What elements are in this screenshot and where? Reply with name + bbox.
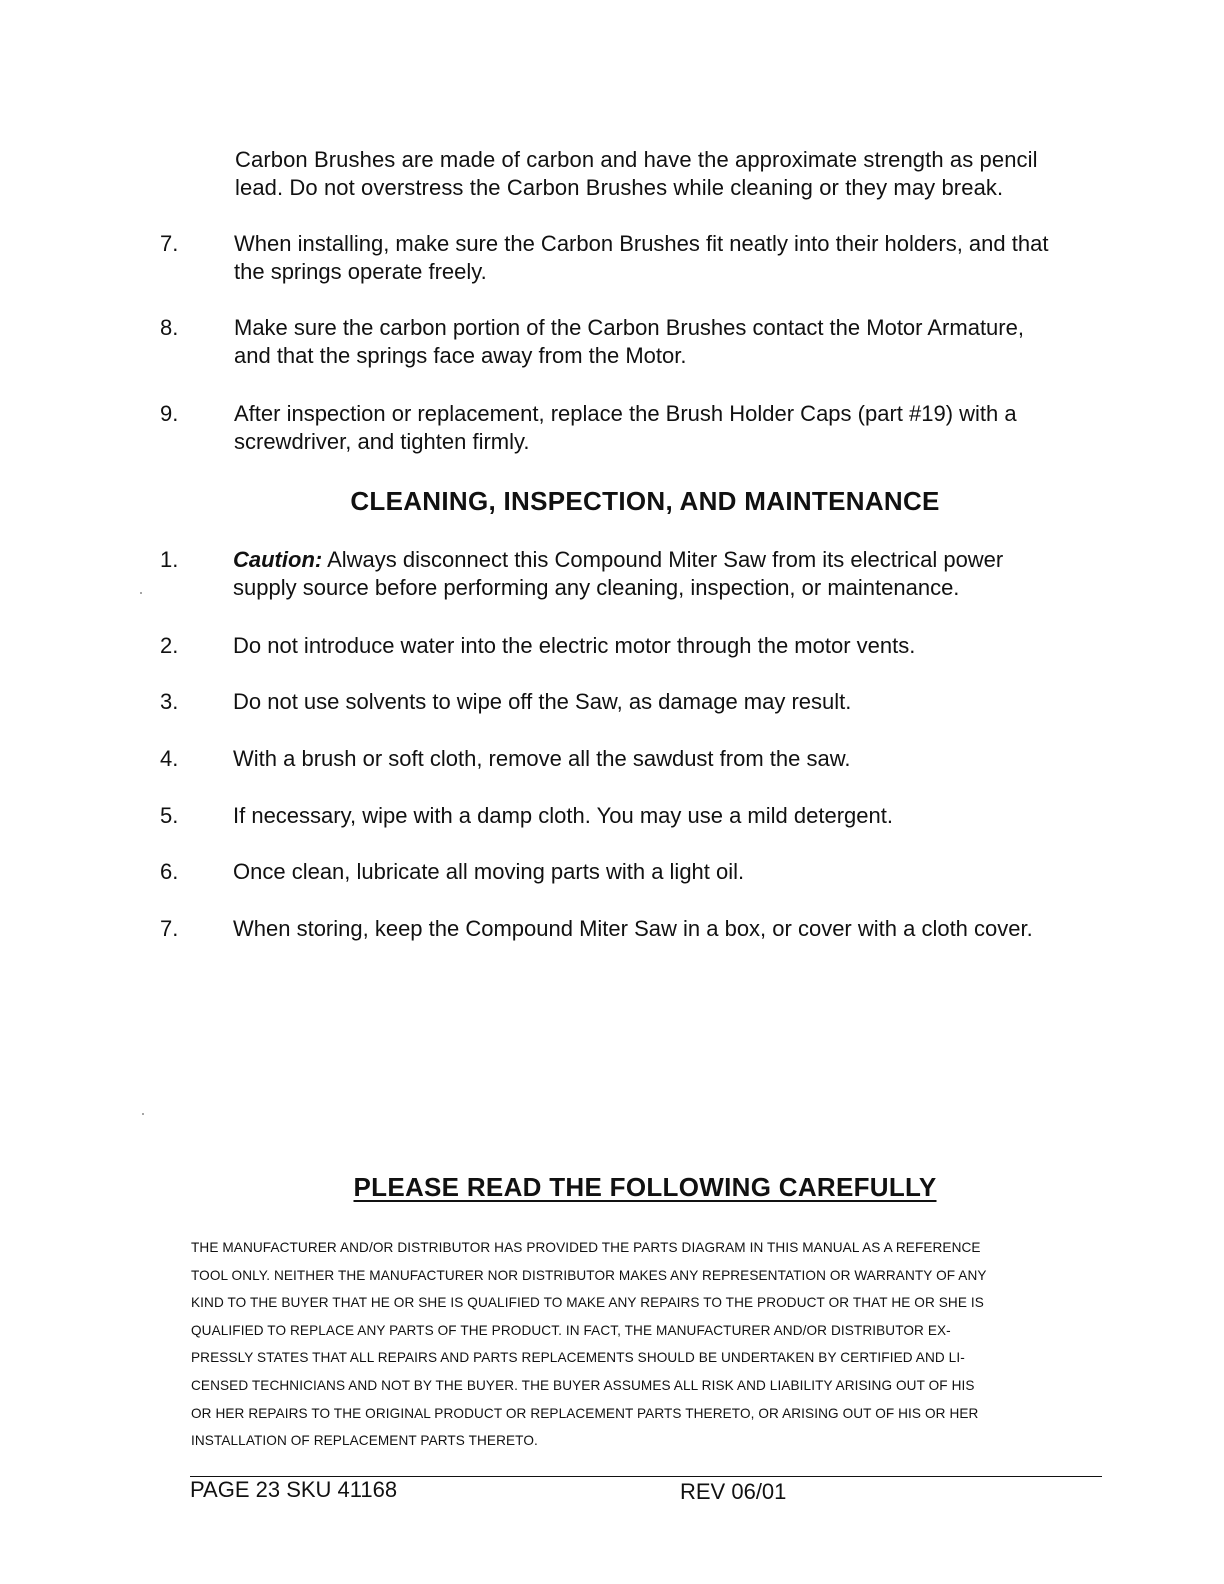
item-number: 7. <box>160 916 179 941</box>
item-number: 5. <box>160 803 179 828</box>
item-text-line: the springs operate freely. <box>234 259 487 284</box>
item-text-line: After inspection or replacement, replace the Brush Holder Caps (part #19) with a <box>234 401 1017 426</box>
item-number: 2. <box>160 633 179 658</box>
item-text: Do not introduce water into the electric motor through the motor vents. <box>233 633 916 658</box>
item-text-line: screwdriver, and tighten firmly. <box>234 429 530 454</box>
item-text-line: Make sure the carbon portion of the Carbon Brushes contact the Motor Armature, <box>234 315 1024 340</box>
disclaimer-line: INSTALLATION OF REPLACEMENT PARTS THERETO. <box>191 1433 538 1449</box>
item-text-line: and that the springs face away from the Motor. <box>234 343 687 368</box>
intro-paragraph <box>235 146 1125 202</box>
disclaimer-line: THE MANUFACTURER AND/OR DISTRIBUTOR HAS PROVIDED THE PARTS DIAGRAM IN THIS MANUAL AS A REFERENCE <box>191 1240 981 1255</box>
scan-speck <box>142 1113 144 1115</box>
notice-heading: PLEASE READ THE FOLLOWING CAREFULLY <box>353 1172 937 1202</box>
item-number: 6. <box>160 859 179 884</box>
item-number: 4. <box>160 746 179 771</box>
scan-speck <box>140 592 142 594</box>
disclaimer-line: PRESSLY STATES THAT ALL REPAIRS AND PARTS REPLACEMENTS SHOULD BE UNDERTAKEN BY CERTIFIED AND LI- <box>191 1350 965 1366</box>
disclaimer-line: QUALIFIED TO REPLACE ANY PARTS OF THE PRODUCT. IN FACT, THE MANUFACTURER AND/OR DISTRIBUTOR EX- <box>191 1322 951 1338</box>
section-heading: CLEANING, INSPECTION, AND MAINTENANCE <box>350 486 940 516</box>
intro-line-2: lead. Do not overstress the Carbon Brushes while cleaning or they may break. <box>235 175 1004 200</box>
item-text: Do not use solvents to wipe off the Saw, as damage may result. <box>233 689 852 714</box>
item-text: If necessary, wipe with a damp cloth. You may use a mild detergent. <box>233 803 893 828</box>
item-number: 9. <box>160 401 179 426</box>
disclaimer-line: KIND TO THE BUYER THAT HE OR SHE IS QUALIFIED TO MAKE ANY REPAIRS TO THE PRODUCT OR THAT HE OR SHE IS <box>191 1295 984 1311</box>
disclaimer-line: OR HER REPAIRS TO THE ORIGINAL PRODUCT OR REPLACEMENT PARTS THERETO, OR ARISING OUT OF HIS OR HER <box>191 1405 979 1421</box>
disclaimer-text <box>191 1234 1103 1455</box>
item-text: Once clean, lubricate all moving parts with a light oil. <box>233 859 745 884</box>
disclaimer-line: TOOL ONLY. NEITHER THE MANUFACTURER NOR DISTRIBUTOR MAKES ANY REPRESENTATION OR WARRANTY OF ANY <box>191 1267 987 1283</box>
item-number: 1. <box>160 547 179 572</box>
footer-page-sku: PAGE 23 SKU 41168 <box>190 1477 398 1502</box>
disclaimer-line: CENSED TECHNICIANS AND NOT BY THE BUYER. THE BUYER ASSUMES ALL RISK AND LIABILITY ARISING OUT OF HIS <box>191 1377 975 1393</box>
item-number: 3. <box>160 689 179 714</box>
item-number: 7. <box>160 231 179 256</box>
item-text-line: Always disconnect this Compound Miter Saw from its electrical power <box>322 547 1004 572</box>
item-text: With a brush or soft cloth, remove all the sawdust from the saw. <box>233 746 851 771</box>
item-text-line: supply source before performing any cleaning, inspection, or maintenance. <box>233 575 960 600</box>
footer-revision: REV 06/01 <box>680 1479 787 1504</box>
item-number: 8. <box>160 315 179 340</box>
caution-label: Caution: <box>233 547 323 572</box>
intro-line-1: Carbon Brushes are made of carbon and have the approximate strength as pencil <box>235 147 1038 172</box>
item-text: When storing, keep the Compound Miter Saw in a box, or cover with a cloth cover. <box>233 916 1033 941</box>
item-text-line: When installing, make sure the Carbon Brushes fit neatly into their holders, and that <box>234 231 1049 256</box>
